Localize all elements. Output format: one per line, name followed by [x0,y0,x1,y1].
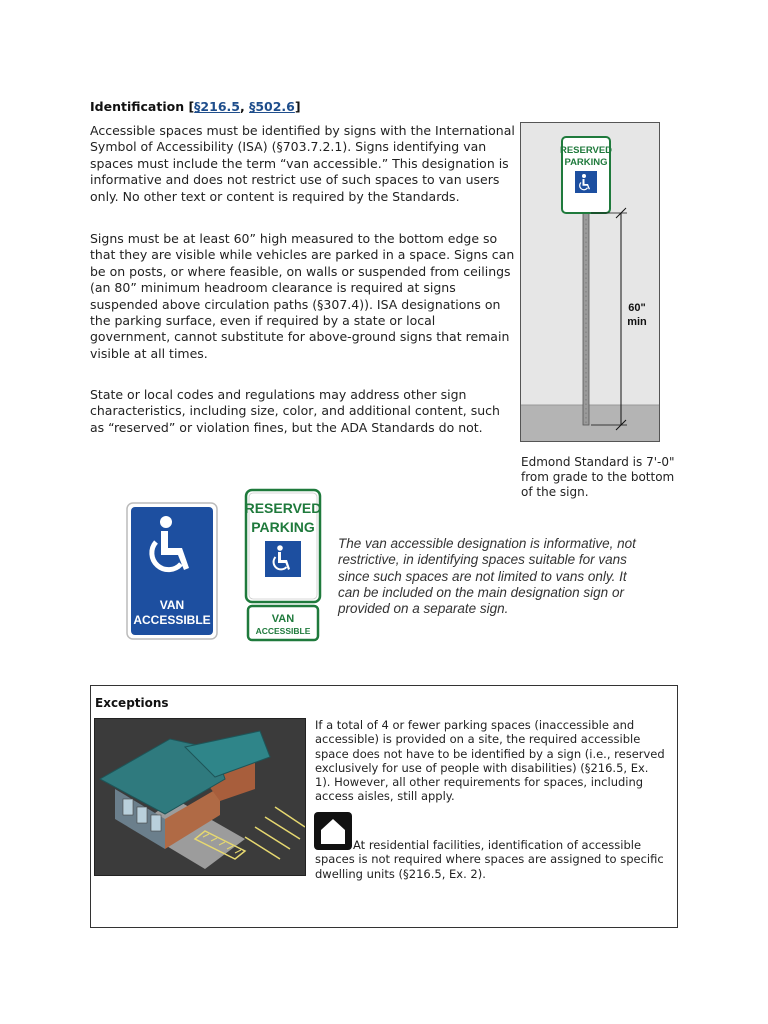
paragraph-sign-height: Signs must be at least 60” high measured to the bottom edge so that they are visible while vehicles are parked in a space. Signs can be on posts, or where feasible, on walls or suspended from ceilings (an 80” minimum headroom clearance is required at signs suspended above circulation paths (§307.4)). ISA designations on the parking surface, even if required by a state or local government, cannot substitute for above-ground signs that remain visible at all times. [90,231,515,361]
link-216-5[interactable]: §216.5 [194,99,240,114]
pole-sign-line2: PARKING [564,157,608,168]
pole-sign-figure [520,122,660,442]
heading-open-bracket: [ [188,99,195,114]
heading-close-bracket: ] [294,99,301,114]
heading-label: Identification [90,99,185,114]
reserved-sign-line1: RESERVED [244,500,322,516]
pole-sign-line1: RESERVED [559,145,613,156]
heading-comma: , [239,99,250,114]
link-502-6[interactable]: §502.6 [249,99,295,114]
van-sign-line1: VAN [159,598,185,612]
exception-2-text: At residential facilities, identification of accessible spaces is not required where spaces are assigned to specific dwelling units (§216.5, Ex. 2). [315,838,664,881]
pole-caption: Edmond Standard is 7'-0" from grade to the bottom of the sign. [521,455,675,499]
exceptions-title: Exceptions [95,696,169,710]
parking-lot-illustration [95,719,306,876]
van-accessible-sign [126,502,218,640]
dimension-value: 60" [628,302,646,314]
building-illustration [94,718,306,876]
paragraph-state-codes: State or local codes and regulations may address other sign characteristics, including size, color, and additional content, such as “reserved” or violation fines, but the ADA Standards do not. [90,387,500,435]
section-heading [90,99,301,114]
dimension-unit: min [627,316,647,328]
exception-1-text: If a total of 4 or fewer parking spaces (inaccessible and accessible) is provided on a site, the required accessible space does not have to be identified by a sign (i.e., reserved exclusively for use of people with disabilities) (§216.5, Ex. 1). However, all other requirements for spaces, including access aisles, still apply. [315,718,665,804]
pole-sign-illustration [521,123,660,442]
van-sign-line2: ACCESSIBLE [133,613,211,627]
paragraph-isa-signs: Accessible spaces must be identified by signs with the International Symbol of Accessibility (ISA) (§703.7.2.1). Signs identifying van spaces must include the term “van accessible.” This designation is informative and does not restrict use of such spaces to van users only. No other text or content is required by the Standards. [90,123,515,204]
reserved-sign-line2: PARKING [251,519,315,535]
van-accessible-note: The van accessible designation is informative, not restrictive, in identifying spaces suitable for vans since such spaces are not limited to vans only. It can be included on the main designation sign or provided on a separate sign. [338,536,636,617]
reserved-parking-sign [244,488,322,644]
plaque-line1: VAN [271,613,295,625]
plaque-line2: ACCESSIBLE [255,626,311,636]
